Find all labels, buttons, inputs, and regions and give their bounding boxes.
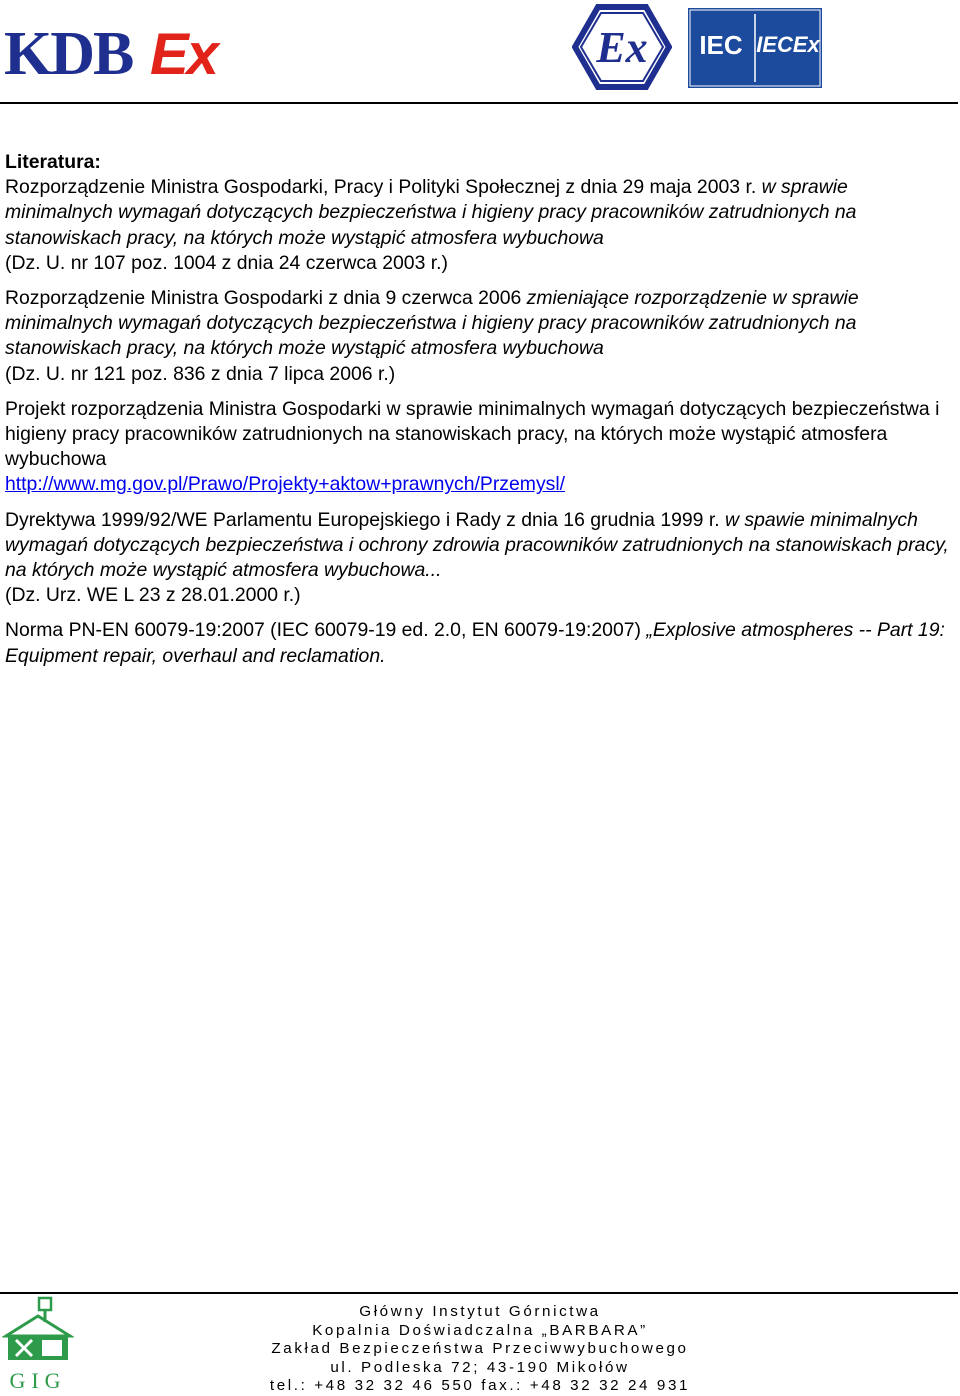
reference-3-link[interactable]: http://www.mg.gov.pl/Prawo/Projekty+aktow+prawnych/Przemysl/	[5, 473, 566, 496]
reference-2-text: Rozporządzenie Ministra Gospodarki z dnia 9 czerwca 2006	[5, 287, 527, 310]
reference-4-text: Dyrektywa 1999/92/WE Parlamentu Europejskiego i Rady z dnia 16 grudnia 1999 r.	[5, 508, 726, 531]
reference-5-title: „Explosive atmospheres -- Part 19: Equipment repair, overhaul and reclamation.	[5, 619, 945, 667]
reference-5	[5, 618, 955, 668]
iec-iecex-logo	[688, 8, 824, 90]
svg-text:Ex: Ex	[596, 23, 648, 72]
reference-2	[5, 286, 955, 387]
mine-name: Kopalnia Doświadczalna „BARBARA”	[312, 1321, 648, 1339]
literature-section	[5, 150, 955, 679]
reference-1	[5, 175, 955, 276]
street-address: ul. Podleska 72; 43-190 Mikołów	[330, 1358, 630, 1376]
phone-fax: tel.: +48 32 32 46 550 fax.: +48 32 32 24 931	[269, 1377, 691, 1395]
institute-address	[250, 1303, 710, 1396]
reference-1-title: w sprawie minimalnych wymagań dotyczących bezpieczeństwa i higieny pracy pracowników zatrudnionych na stanowiskach pracy, na których może wystąpić atmosfera wybuchowa	[5, 176, 857, 249]
svg-text:IEC: IEC	[699, 30, 743, 60]
svg-text:Ex: Ex	[150, 22, 217, 82]
reference-5-text: Norma PN-EN 60079-19:2007 (IEC 60079-19 ed. 2.0, EN 60079-19:2007)	[5, 619, 647, 642]
svg-text:KDB: KDB	[4, 22, 133, 82]
department-name: Zakład Bezpieczeństwa Przeciwwybuchowego	[271, 1340, 689, 1358]
reference-3	[5, 397, 955, 498]
reference-1-text: Rozporządzenie Ministra Gospodarki, Pracy i Polityki Społecznej z dnia 29 maja 2003 r.	[5, 176, 762, 199]
reference-4	[5, 508, 955, 609]
reference-2-source: (Dz. U. nr 121 poz. 836 z dnia 7 lipca 2006 r.)	[5, 362, 396, 385]
reference-2-title: zmieniające rozporządzenie w sprawie minimalnych wymagań dotyczących bezpieczeństwa i higieny pracy pracowników zatrudnionych na stanowiskach pracy, na których może wystąpić atmosfera wybuchowa	[5, 287, 859, 360]
institute-name: Główny Instytut Górnictwa	[359, 1303, 601, 1320]
ex-hexagon-logo	[572, 4, 672, 90]
kdbex-logo	[4, 22, 234, 82]
reference-4-title: w spawie minimalnych wymagań dotyczących bezpieczeństwa i ochrony zdrowia pracowników zatrudnionych na stanowiskach pracy, na których może wystąpić atmosfera wybuchowa...	[5, 508, 949, 582]
literature-heading: Literatura:	[5, 151, 101, 173]
svg-text:IECEx: IECEx	[756, 32, 820, 57]
gig-logo	[2, 1296, 74, 1392]
header-divider	[0, 102, 958, 104]
reference-1-source: (Dz. U. nr 107 poz. 1004 z dnia 24 czerwca 2003 r.)	[5, 251, 448, 274]
footer-divider	[0, 1292, 958, 1294]
reference-4-source: (Dz. Urz. WE L 23 z 28.01.2000 r.)	[5, 584, 301, 607]
reference-3-text: Projekt rozporządzenia Ministra Gospodarki w sprawie minimalnych wymagań dotyczących bezpieczeństwa i higieny pracy pracowników zatrudnionych na stanowiskach pracy, na których może wystąpić atmosfera wybuchowa	[5, 397, 940, 471]
page-header	[0, 0, 960, 105]
gig-logo-text: GIG	[9, 1368, 67, 1392]
